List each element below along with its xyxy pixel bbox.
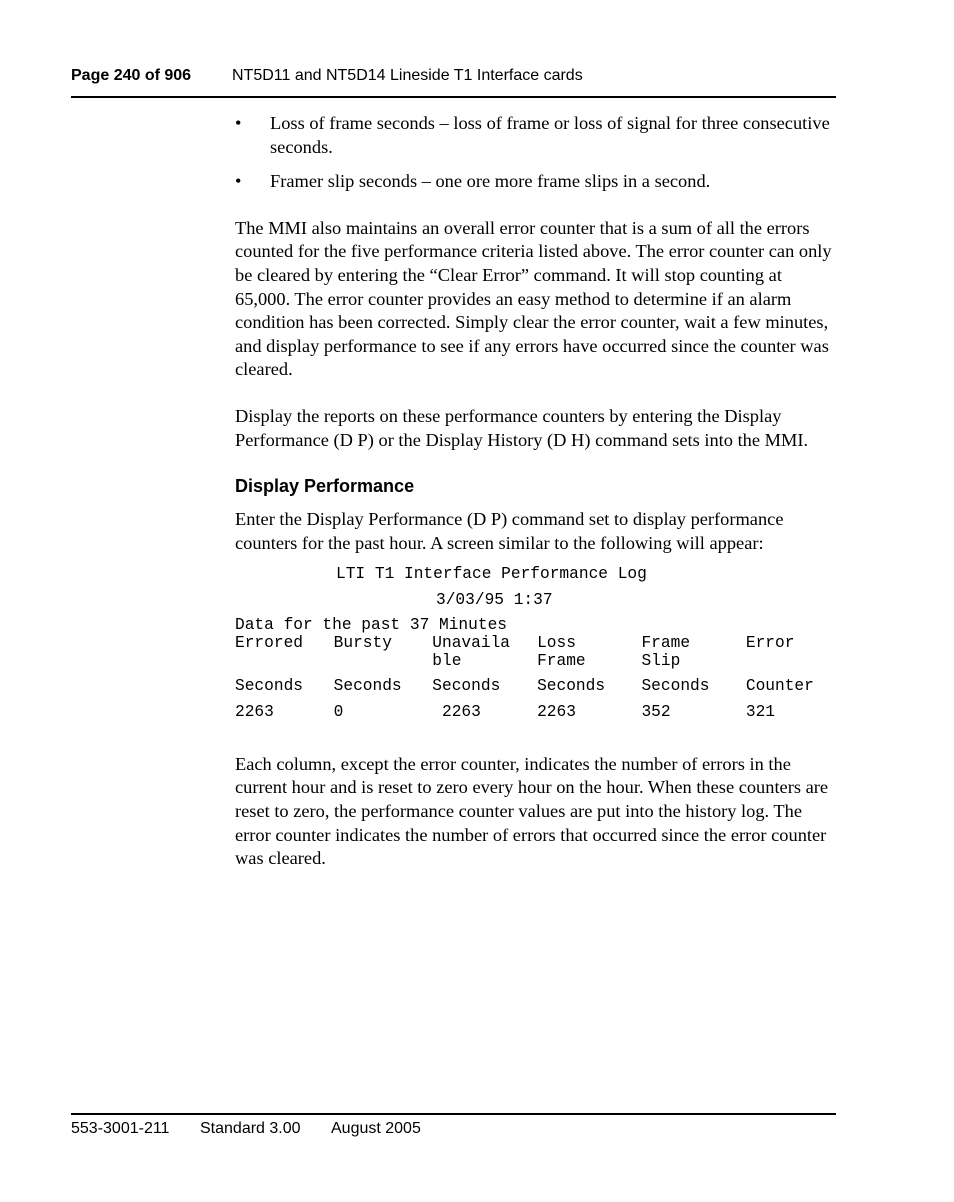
- value-cell: 2263: [235, 702, 274, 721]
- log-data-line: Data for the past 37 Minutes: [235, 616, 507, 635]
- performance-table: [235, 634, 835, 729]
- log-title: LTI T1 Interface Performance Log: [336, 565, 647, 584]
- paragraph-error-counter: The MMI also maintains an overall error counter that is a sum of all the errors counted for the five performance criteria listed above. The error counter can only be cleared by entering the “Clear Error” command. It will stop counting at 65,000. The error counter provides an easy method to determine if an alarm condition has been corrected. Simply clear the error counter, wait a few minutes, and display performance to see if any errors have occurred since the counter was cleared.: [235, 217, 832, 380]
- bullet-icon: •: [235, 113, 242, 133]
- unit-cell: Seconds: [432, 676, 501, 695]
- paragraph-display-reports: Display the reports on these performance counters by entering the Display Performance (D P) or the Display History (D H) command sets into the MMI.: [235, 405, 809, 450]
- header-cell: Frame Slip: [641, 633, 691, 670]
- performance-log: [235, 565, 835, 729]
- table-row: [235, 634, 835, 677]
- list-item: [235, 112, 835, 159]
- log-datetime: 3/03/95 1:37: [436, 590, 553, 609]
- bullet-text: Framer slip seconds – one ore more frame slips in a second.: [270, 171, 711, 192]
- value-cell: 2263: [432, 702, 481, 721]
- footer-doc-number: 553-3001-211: [71, 1120, 170, 1137]
- value-cell: 321: [745, 702, 776, 721]
- bullet-text: Loss of frame seconds – loss of frame or loss of signal for three consecutive seconds.: [270, 113, 830, 157]
- table-row: [235, 703, 835, 729]
- page-number: Page 240 of 906: [71, 67, 192, 84]
- main-content: [235, 112, 835, 894]
- unit-cell: Seconds: [333, 676, 402, 695]
- header-cell: Error: [745, 633, 795, 652]
- page-footer: [71, 1113, 836, 1137]
- header-cell: Loss Frame: [537, 633, 586, 670]
- table-row: [235, 677, 835, 703]
- document-title: NT5D11 and NT5D14 Lineside T1 Interface cards: [232, 67, 583, 84]
- section-heading: Display Performance: [235, 476, 415, 497]
- value-cell: 352: [641, 702, 671, 721]
- list-item: [235, 170, 835, 194]
- page-header: [71, 66, 836, 98]
- footer-standard: Standard 3.00: [200, 1120, 301, 1137]
- unit-cell: Counter: [745, 676, 814, 695]
- paragraph-column-description: Each column, except the error counter, indicates the number of errors in the current hour and is reset to zero every hour on the hour. When these counters are reset to zero, the performance counter values are put into the history log. The error counter indicates the number of errors that occurred since the error counter was cleared.: [235, 753, 829, 869]
- value-cell: 0: [333, 702, 344, 721]
- header-cell: Errored: [235, 633, 303, 652]
- bullet-list: [235, 112, 835, 194]
- paragraph-enter-command: Enter the Display Performance (D P) command set to display performance counters for the past hour. A screen similar to the following will appear:: [235, 509, 784, 553]
- value-cell: 2263: [537, 702, 576, 721]
- unit-cell: Seconds: [641, 676, 710, 695]
- bullet-icon: •: [235, 171, 242, 192]
- unit-cell: Seconds: [537, 676, 606, 695]
- header-cell: Unavaila ble: [432, 633, 510, 670]
- unit-cell: Seconds: [235, 676, 303, 695]
- footer-date: August 2005: [331, 1120, 421, 1137]
- header-cell: Bursty: [333, 633, 392, 652]
